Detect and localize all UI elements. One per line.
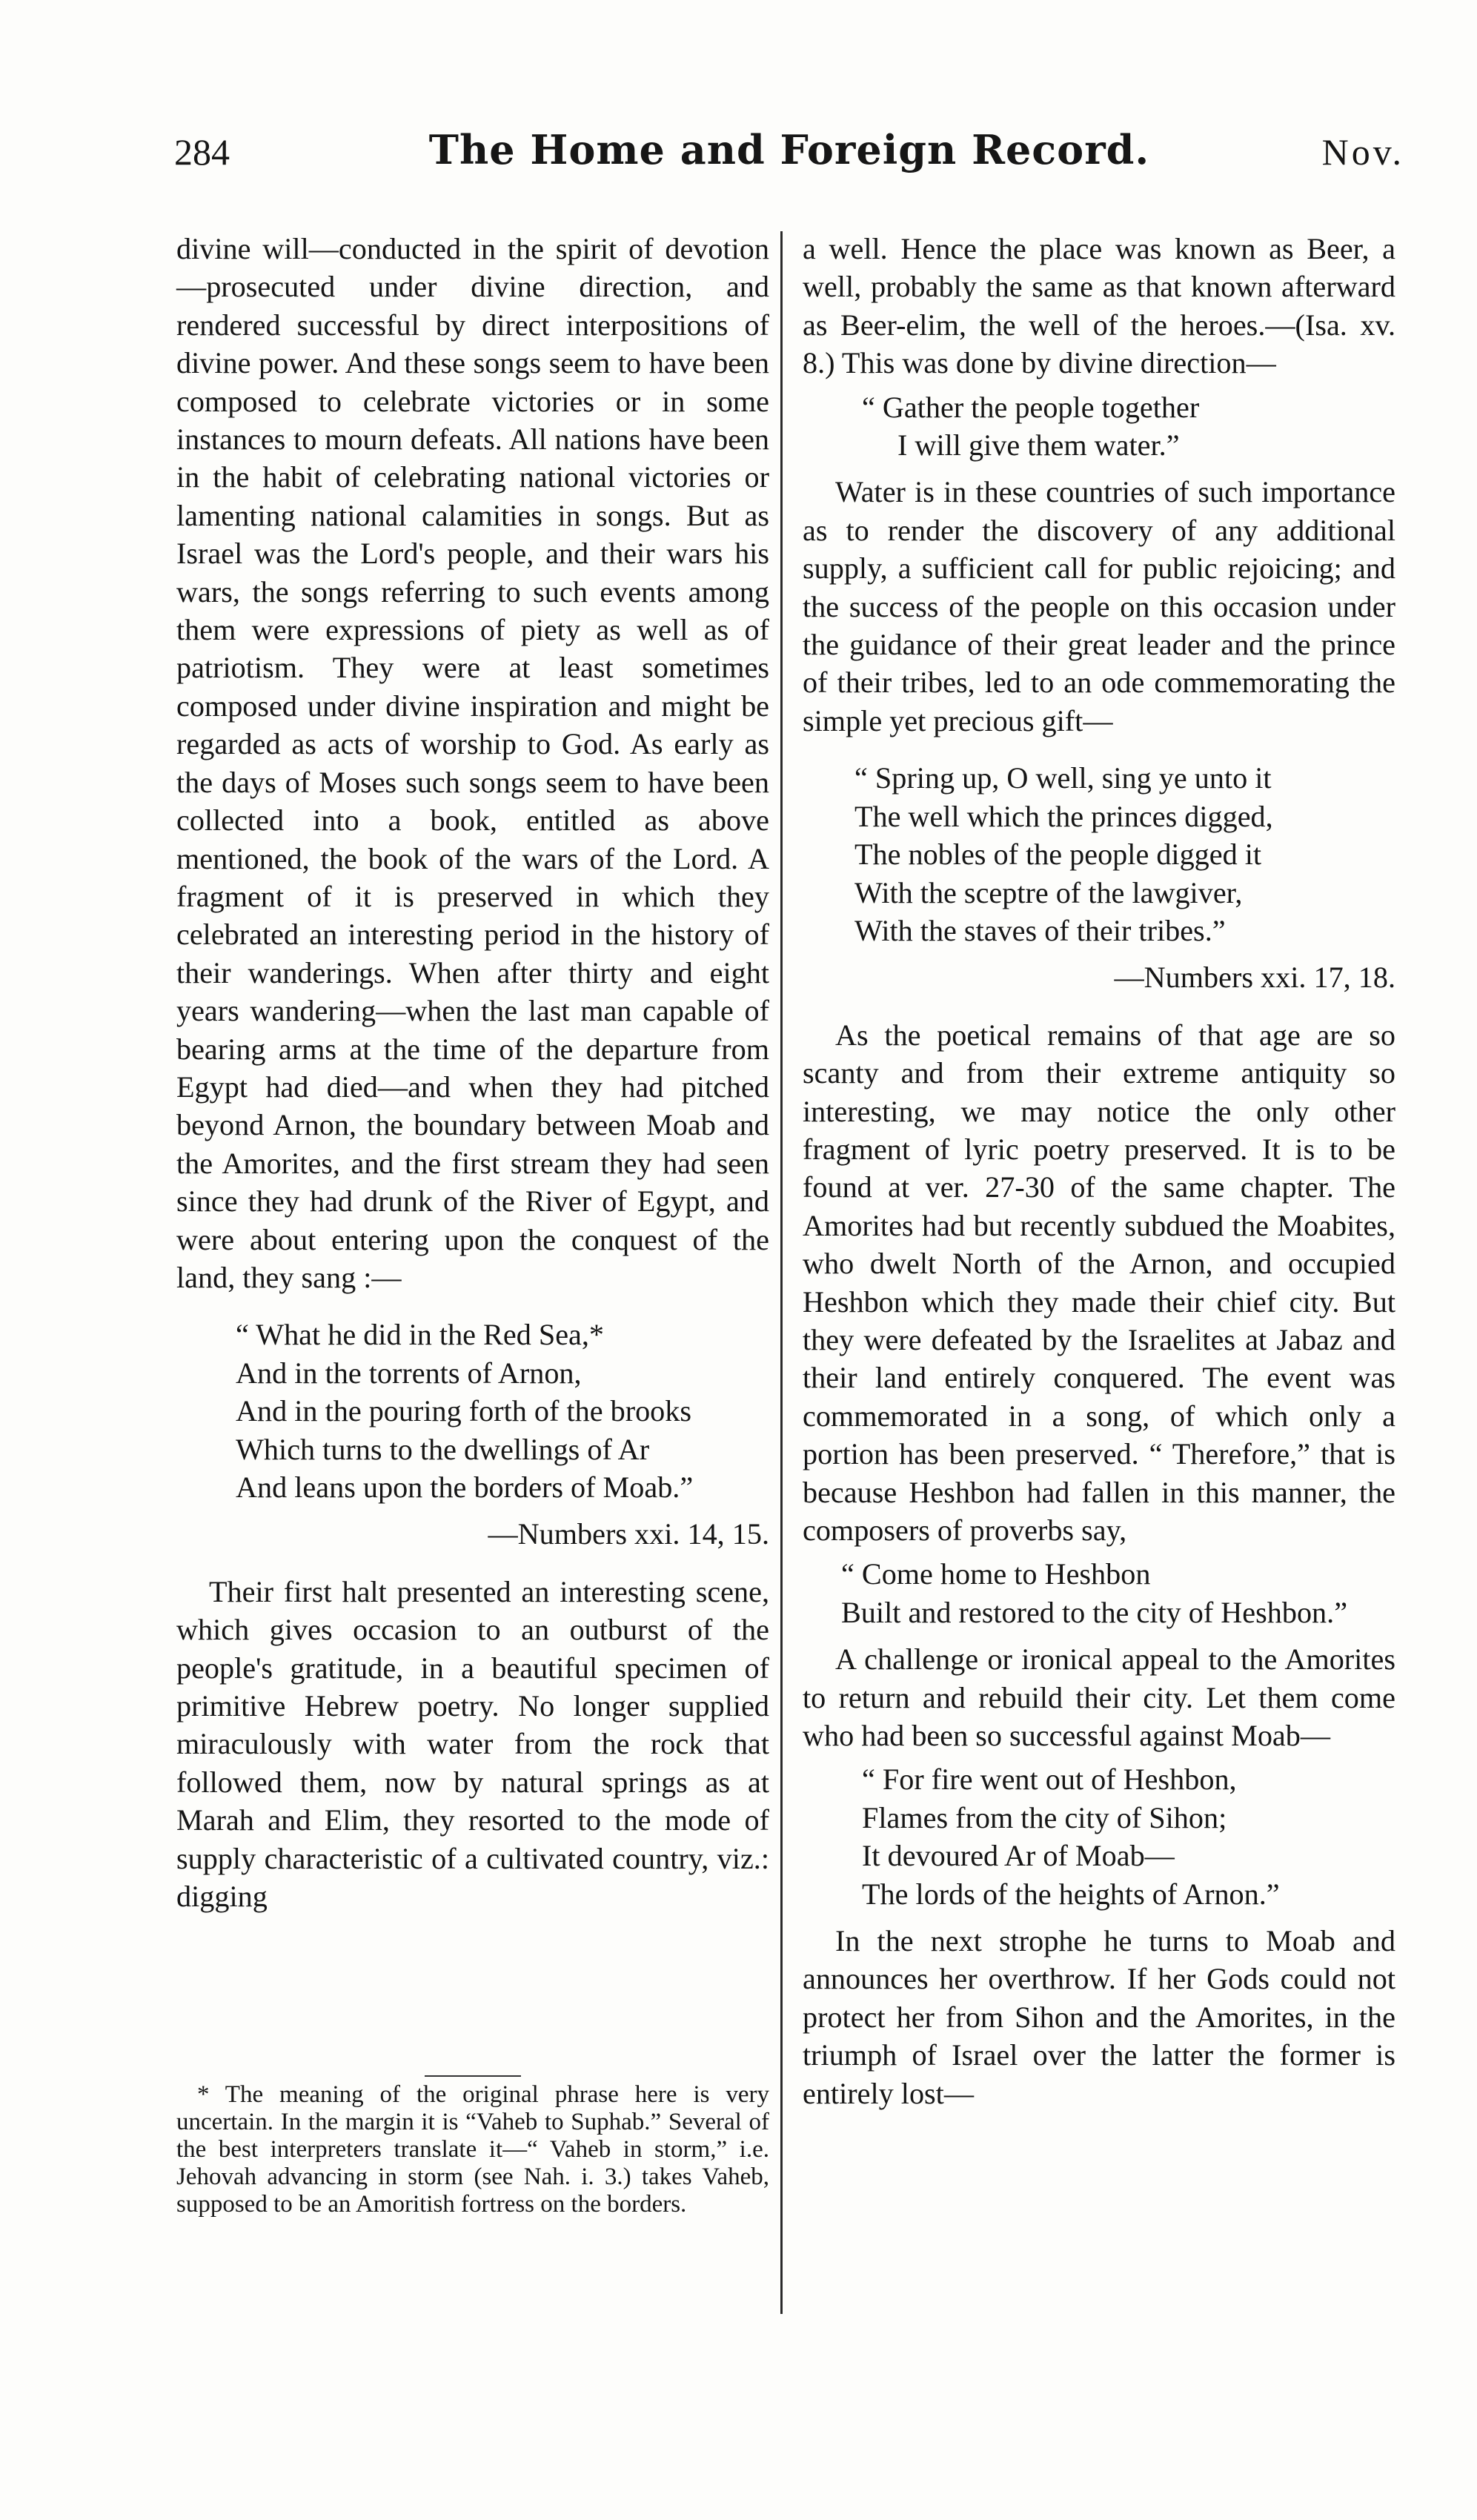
verse-line: And in the pouring forth of the brooks (236, 1394, 691, 1428)
footnote-text: * The meaning of the original phrase here is very uncertain. In the margin it is “Vaheb to Suphab.” Several of the best interpreters translate it—“ Vaheb in storm,” i.e. Jehovah advancing in storm (see Nah. i. 3.) takes Vaheb, supposed to be an Amoritish fortress on the borders. (176, 2081, 769, 2218)
paragraph: Water is in these countries of such importance as to render the discovery of any additional supply, a sufficient call for public rejoicing; and the success of the people on this occasion under the guidance of their great leader and the prince of their tribes, led to an ode commemorating the simple yet precious gift— (803, 475, 1395, 737)
footnote-rule (176, 2075, 769, 2078)
verse-line: I will give them water.” (897, 428, 1180, 462)
verse-line: The nobles of the people digged it (854, 838, 1262, 872)
verse-block (176, 1316, 769, 1506)
verse-block (803, 1555, 1395, 1631)
verse-line: Built and restored to the city of Heshbon.” (841, 1595, 1348, 1629)
verse-line: With the sceptre of the lawgiver, (854, 875, 1243, 909)
verse-line: “ Come home to Heshbon (841, 1557, 1151, 1591)
verse-line: “ Gather the people together (862, 390, 1200, 424)
verse-line: “ Spring up, O well, sing ye unto it (854, 761, 1272, 795)
page-number: 284 (174, 131, 230, 173)
paragraph: As the poetical remains of that age are so scanty and from their extreme antiquity so interesting, we may notice the only other fragment of lyric poetry preserved. It is to be found at ver. 27-30 of the same chapter. The Amorites had but recently subdued the Moabites, who dwelt North of the Arnon, and occupied Heshbon which they made their chief city. But they were defeated by the Israelites at Jabaz and their land entirely conquered. The event was commemorated in a song, of which only a portion has been preserved. “ Therefore,” that is because Heshbon had fallen in this manner, the composers of proverbs say, (803, 1018, 1395, 1547)
verse-line: Flames from the city of Sihon; (862, 1800, 1227, 1834)
verse-line: And in the torrents of Arnon, (236, 1356, 582, 1390)
paragraph: Their first halt presented an interesting scene, which gives occasion to an outburst of the people's gratitude, in a beautiful specimen of primitive Hebrew poetry. No longer supplied miraculously with water from the rock that followed them, now by natural springs as at Marah and Elim, they resorted to the mode of supply characteristic of a cultivated country, viz.: digging (176, 1574, 769, 1914)
verse-block (803, 759, 1395, 949)
verse-line: The well which the princes digged, (854, 799, 1273, 833)
verse-line: And leans upon the borders of Moab.” (236, 1470, 694, 1504)
running-title: The Home and Foreign Record. (428, 126, 1150, 173)
issue-month: Nov. (1321, 131, 1404, 173)
paragraph: a well. Hence the place was known as Beer, a well, probably the same as that known afterward as Beer-elim, the well of the heroes.—(Isa. xv. 8.) This was done by divine direction— (803, 232, 1395, 380)
right-column (803, 230, 1395, 2132)
column-divider (780, 231, 783, 2314)
page-header (174, 126, 1404, 193)
verse-line: With the staves of their tribes.” (854, 913, 1226, 947)
left-column (176, 230, 769, 1934)
verse-line: The lords of the heights of Arnon.” (862, 1877, 1280, 1911)
paragraph: In the next strophe he turns to Moab and announces her overthrow. If her Gods could not protect her from Sihon and the Amorites, in the triumph of Israel over the latter the former is entirely lost— (803, 1924, 1395, 2110)
verse-source: —Numbers xxi. 17, 18. (1114, 961, 1395, 995)
verse-line: “ What he did in the Red Sea,* (236, 1318, 605, 1352)
verse-line: Which turns to the dwellings of Ar (236, 1432, 650, 1466)
verse-line: “ For fire went out of Heshbon, (862, 1763, 1237, 1797)
verse-source: —Numbers xxi. 14, 15. (488, 1517, 769, 1551)
verse-line: It devoured Ar of Moab— (862, 1839, 1175, 1873)
paragraph: A challenge or ironical appeal to the Amorites to return and rebuild their city. Let them come who had been so successful against Moab— (803, 1642, 1395, 1753)
verse-block (803, 388, 1395, 465)
paragraph: divine will—conducted in the spirit of devotion—prosecuted under divine direction, and rendered successful by direct interpositions of divine power. And these songs seem to have been composed to celebrate victories or in some instances to mourn defeats. All nations have been in the habit of celebrating national victories or lamenting national calamities in songs. But as Israel was the Lord's people, and their wars his wars, the songs referring to such events among them were expressions of piety as well as of patriotism. They were at least sometimes composed under divine inspiration and might be regarded as acts of worship to God. As early as the days of Moses such songs seem to have been collected into a book, entitled as above mentioned, the book of the wars of the Lord. A fragment of it is preserved in which they celebrated an interesting period in the history of their wanderings. When after thirty and eight years wandering—when the last man capable of bearing arms at the time of the departure from Egypt had died—and when they had pitched beyond Arnon, the boundary between Moab and the Amorites, and the first stream they had seen since they had drunk of the River of Egypt, and were about entering upon the conquest of the land, they sang :— (176, 232, 769, 1294)
footnote (176, 2081, 769, 2218)
verse-block (803, 1760, 1395, 1913)
